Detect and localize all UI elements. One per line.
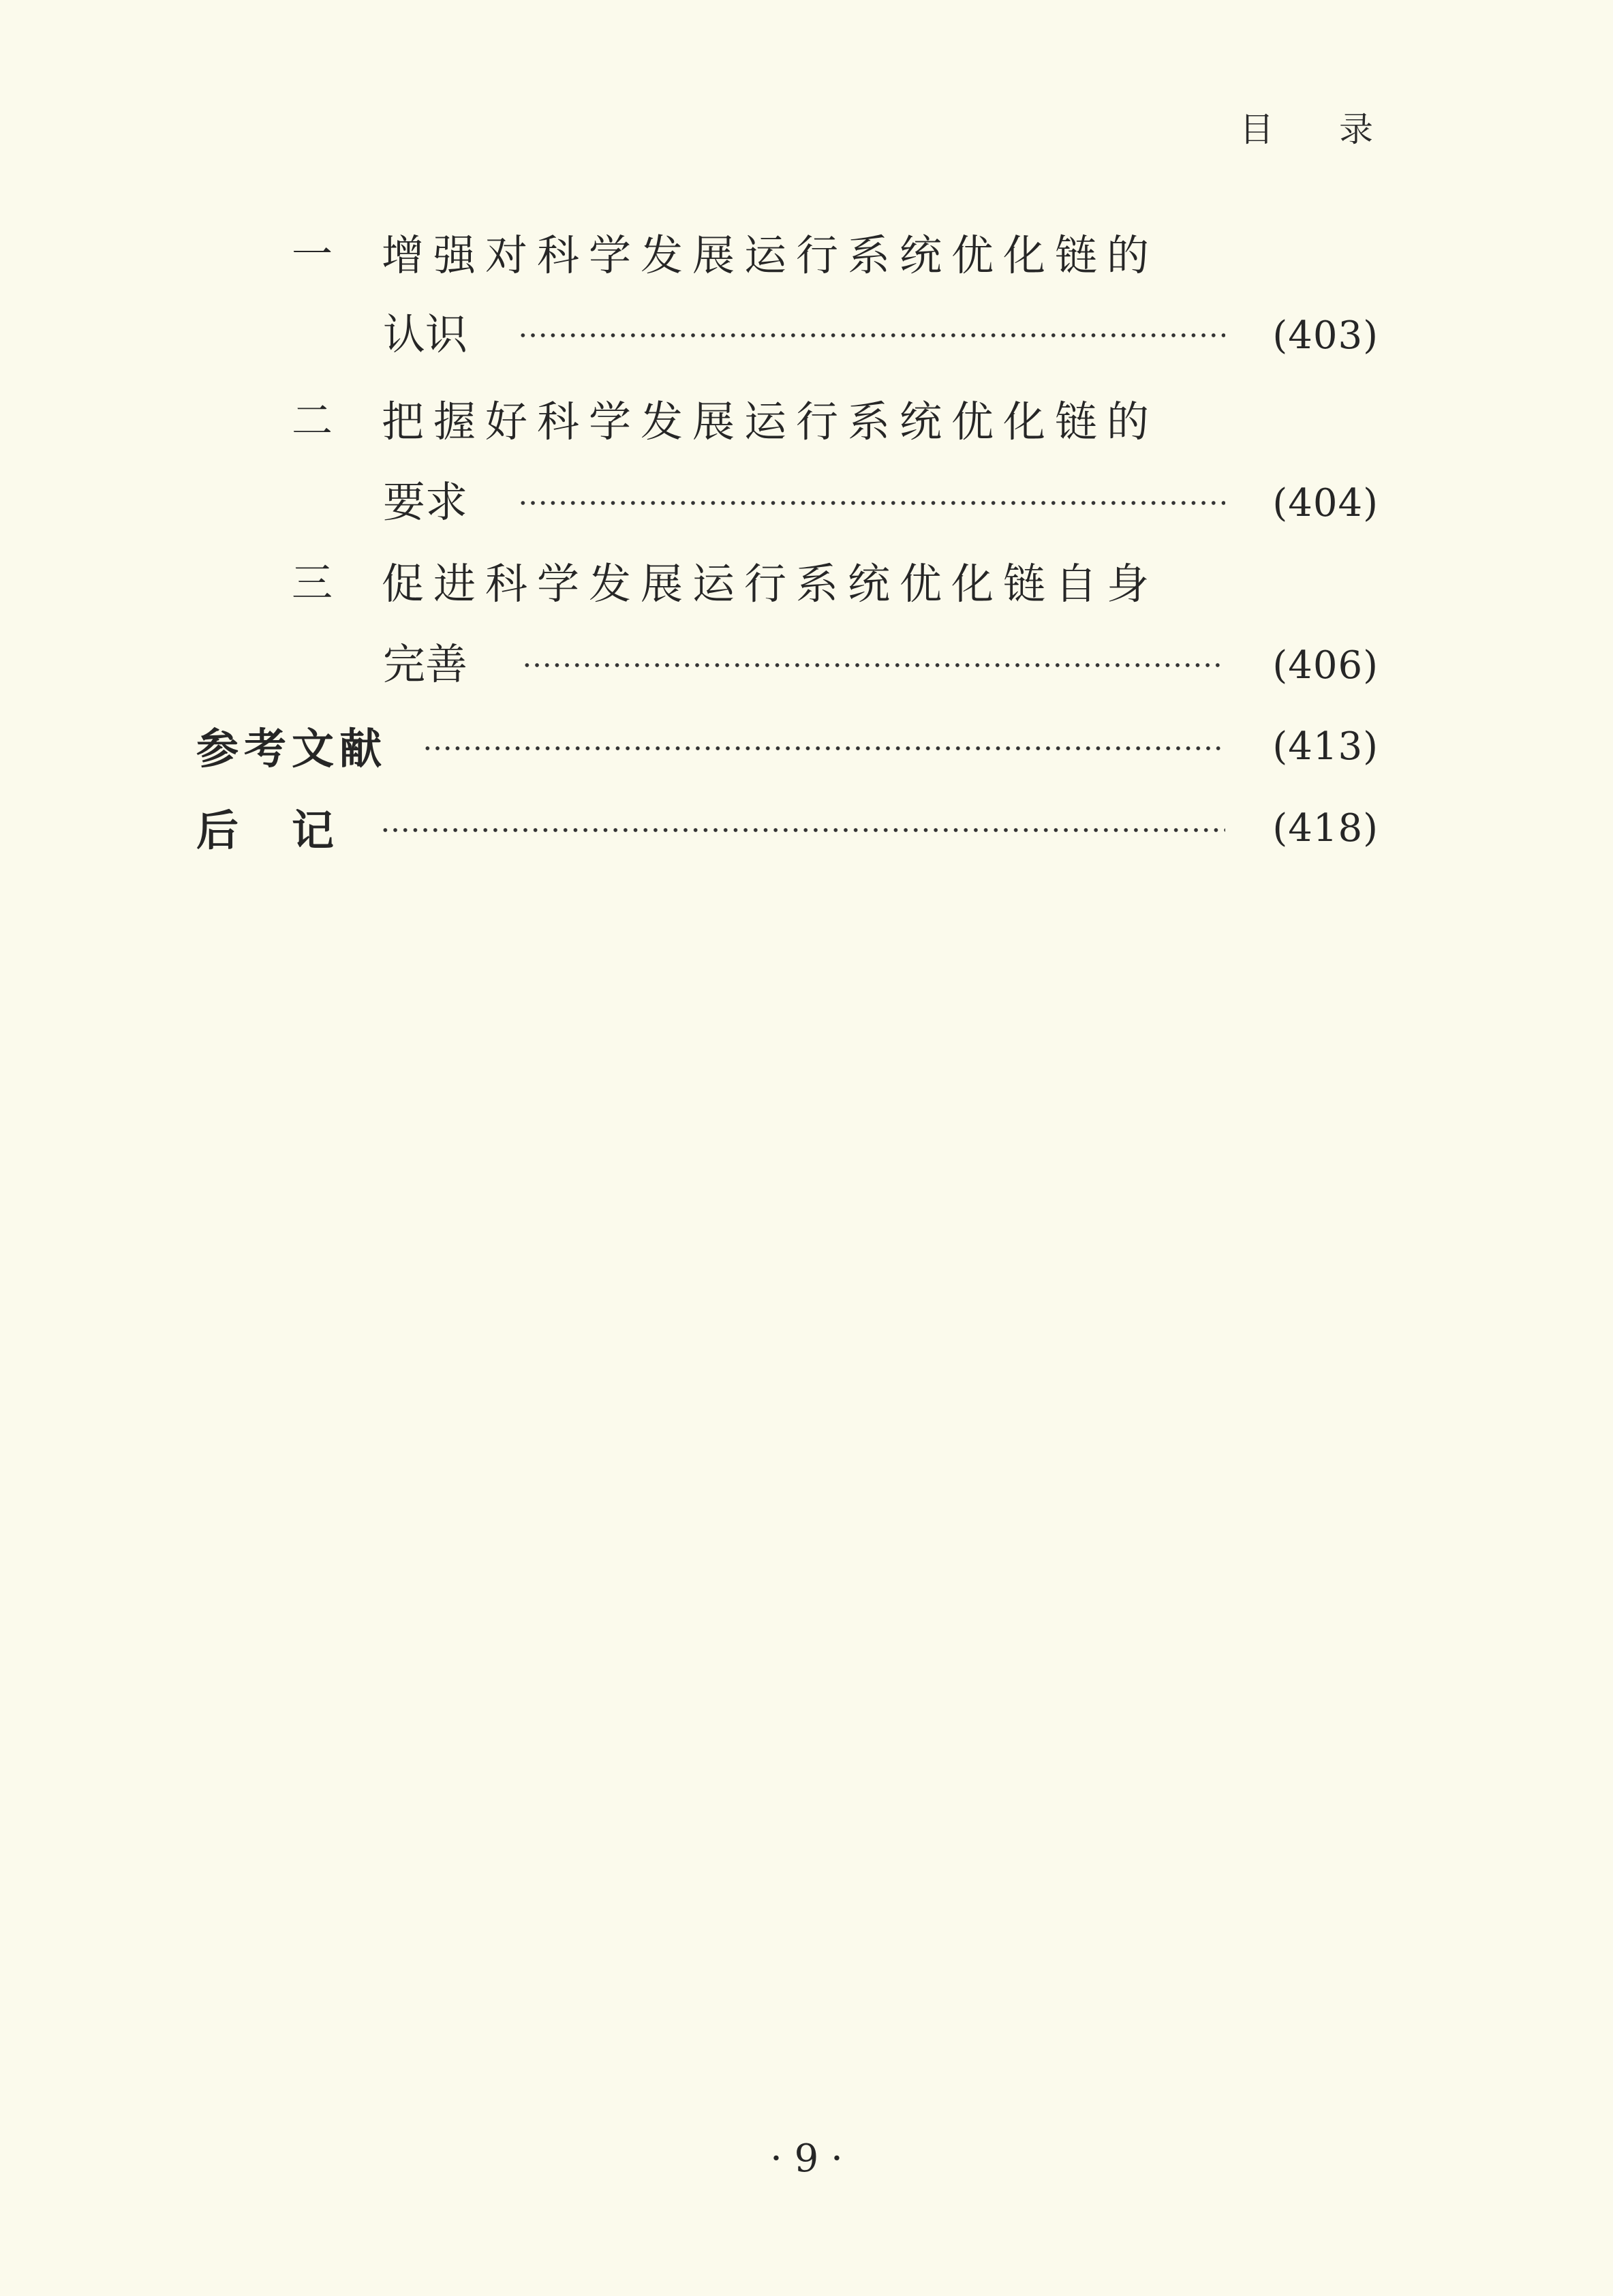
toc-leader-dots: [380, 827, 1225, 833]
toc-leader-dots: [518, 500, 1225, 506]
toc-page-number[interactable]: (404): [1272, 481, 1379, 525]
running-head-left: 目: [1240, 110, 1274, 149]
toc-afterword-title[interactable]: 后 记: [196, 806, 340, 855]
toc-leader-dots: [522, 662, 1225, 669]
toc-item-2-continuation[interactable]: 要求: [383, 477, 468, 527]
toc-page-number[interactable]: (418): [1272, 806, 1379, 851]
toc-item-1-continuation[interactable]: 认识: [383, 309, 468, 359]
toc-page-number[interactable]: (406): [1272, 643, 1379, 688]
running-head-right: 录: [1339, 110, 1373, 149]
toc-page-number[interactable]: (403): [1272, 313, 1379, 358]
toc-item-title[interactable]: 把握好科学发展运行系统优化链的: [382, 397, 1159, 446]
toc-item-title[interactable]: 促进科学发展运行系统优化链自身: [382, 559, 1159, 609]
toc-item-number: 三: [292, 560, 333, 607]
toc-item-title[interactable]: 增强对科学发展运行系统优化链的: [382, 230, 1159, 280]
toc-leader-dots: [423, 745, 1225, 752]
toc-item-3-continuation[interactable]: 完善: [383, 639, 468, 689]
toc-page-number[interactable]: (413): [1272, 724, 1379, 769]
page-folio: · 9 ·: [770, 2137, 843, 2181]
toc-item-number: 一: [292, 231, 333, 279]
toc-item-number: 二: [292, 397, 333, 445]
toc-references-title[interactable]: 参考文献: [196, 724, 388, 774]
toc-leader-dots: [518, 332, 1225, 339]
